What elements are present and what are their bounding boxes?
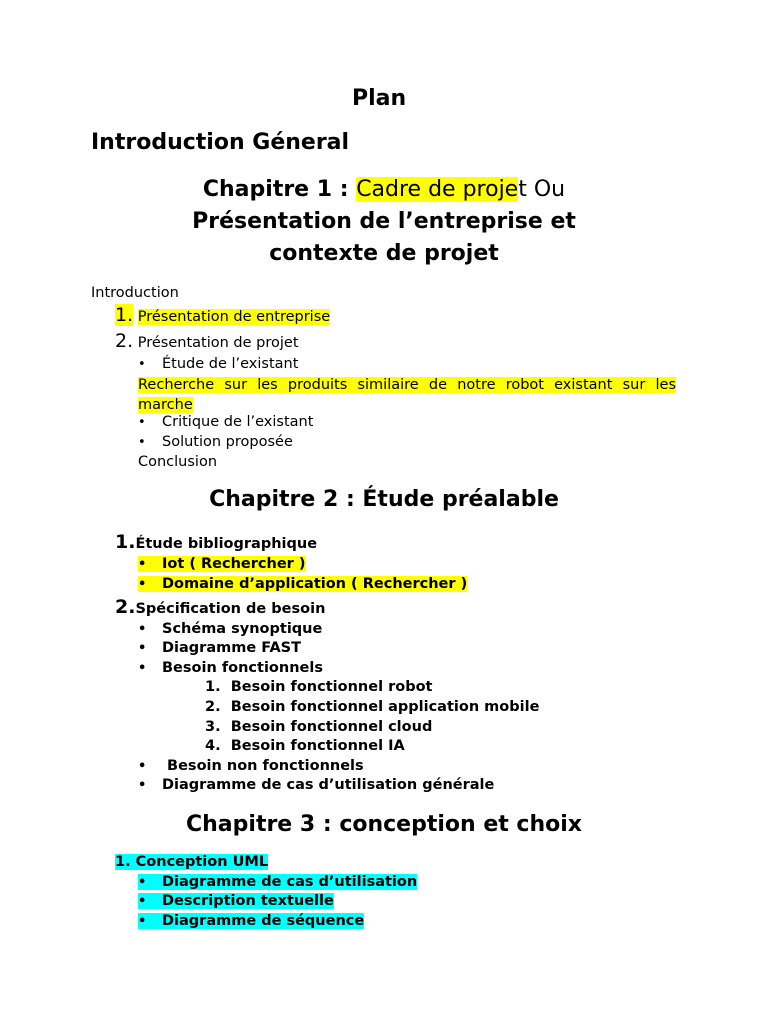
- chapter1-introduction: Introduction: [91, 285, 179, 301]
- chapter1-bullet-solution: • Solution proposée: [138, 434, 293, 450]
- bullet-dot-icon: •: [138, 622, 147, 637]
- chapter1-item-1: [115, 304, 330, 326]
- bullet-dot-icon: •: [138, 577, 147, 592]
- chapter2-subitem-2: 2. Besoin fonctionnel application mobile: [205, 699, 540, 715]
- chapter2-bullet-domaine: • Domaine d’application ( Rechercher ): [138, 576, 468, 592]
- chapter1-item-2-number: 2.: [115, 330, 134, 352]
- chapter2-item-2-label: Spécification de besoin: [135, 601, 326, 617]
- chapter2-bullet-cas-utilisation: • Diagramme de cas d’utilisation générale: [138, 777, 495, 793]
- chapter3-item-1: 1. Conception UML: [115, 854, 269, 870]
- chapter1-title-line1: [0, 174, 768, 206]
- bullet-dot-icon: •: [138, 557, 147, 572]
- chapter1-prefix: Chapitre 1 :: [202, 177, 357, 202]
- chapter1-bullet-critique: • Critique de l’existant: [138, 414, 314, 430]
- bullet-dot-icon: •: [138, 778, 147, 793]
- chapter1-title-line3: contexte de projet: [269, 241, 499, 266]
- chapter3-title: Chapitre 3 : conception et choix: [186, 812, 582, 837]
- chapter2-bullet-non-fonctionnels: • Besoin non fonctionnels: [138, 758, 364, 774]
- chapter2-subitem-4: 4. Besoin fonctionnel IA: [205, 738, 405, 754]
- chapter2-bullet-iot: • Iot ( Rechercher ): [138, 556, 306, 572]
- chapter2-subitem-3: 3. Besoin fonctionnel cloud: [205, 719, 433, 735]
- chapter1-item-2-label: Présentation de projet: [137, 335, 299, 351]
- bullet-dot-icon: •: [138, 875, 147, 890]
- bullet-dot-icon: •: [138, 435, 146, 450]
- bullet-dot-icon: •: [138, 914, 147, 929]
- chapter3-bullet-description: • Description textuelle: [138, 893, 334, 909]
- chapter2-title: Chapitre 2 : Étude préalable: [209, 487, 559, 512]
- bullet-dot-icon: •: [138, 661, 147, 676]
- bullet-dot-icon: •: [138, 641, 147, 656]
- chapter2-item-1-number: 1.: [115, 531, 136, 553]
- chapter1-highlight: Cadre de proje: [356, 177, 519, 202]
- introduction-heading: Introduction Géneral: [91, 130, 350, 155]
- chapter2-bullet-fast: • Diagramme FAST: [138, 640, 302, 656]
- chapter2-item-2: [115, 596, 325, 618]
- chapter1-line1-rest: t Ou: [518, 177, 566, 202]
- bullet-dot-icon: •: [138, 357, 146, 372]
- chapter3-bullet-sequence: • Diagramme de séquence: [138, 913, 365, 929]
- chapter2-bullet-besoin-fonctionnels: • Besoin fonctionnels: [138, 660, 323, 676]
- chapter2-subitem-1: 1. Besoin fonctionnel robot: [205, 679, 433, 695]
- chapter1-item-2: [115, 330, 299, 352]
- chapter1-bullet-etude: • Étude de l’existant: [138, 356, 299, 372]
- bullet-dot-icon: •: [138, 415, 146, 430]
- chapter1-item-1-label: Présentation de entreprise: [137, 309, 331, 325]
- chapter1-conclusion: Conclusion: [138, 454, 218, 470]
- chapter2-item-2-number: 2.: [115, 596, 136, 618]
- chapter1-item-1-number: 1.: [115, 304, 134, 326]
- chapter3-bullet-cas-utilisation: • Diagramme de cas d’utilisation: [138, 874, 418, 890]
- chapter2-bullet-schema: • Schéma synoptique: [138, 621, 323, 637]
- chapter1-title-line2: Présentation de l’entreprise et: [192, 209, 576, 234]
- chapter2-item-1-label: Étude bibliographique: [135, 536, 318, 552]
- bullet-dot-icon: •: [138, 759, 147, 774]
- page-title: Plan: [352, 86, 407, 111]
- bullet-dot-icon: •: [138, 894, 147, 909]
- chapter2-item-1: [115, 531, 317, 553]
- chapter1-research-paragraph: Recherche sur les produits similaire de notre robot existant sur les marche: [138, 377, 676, 413]
